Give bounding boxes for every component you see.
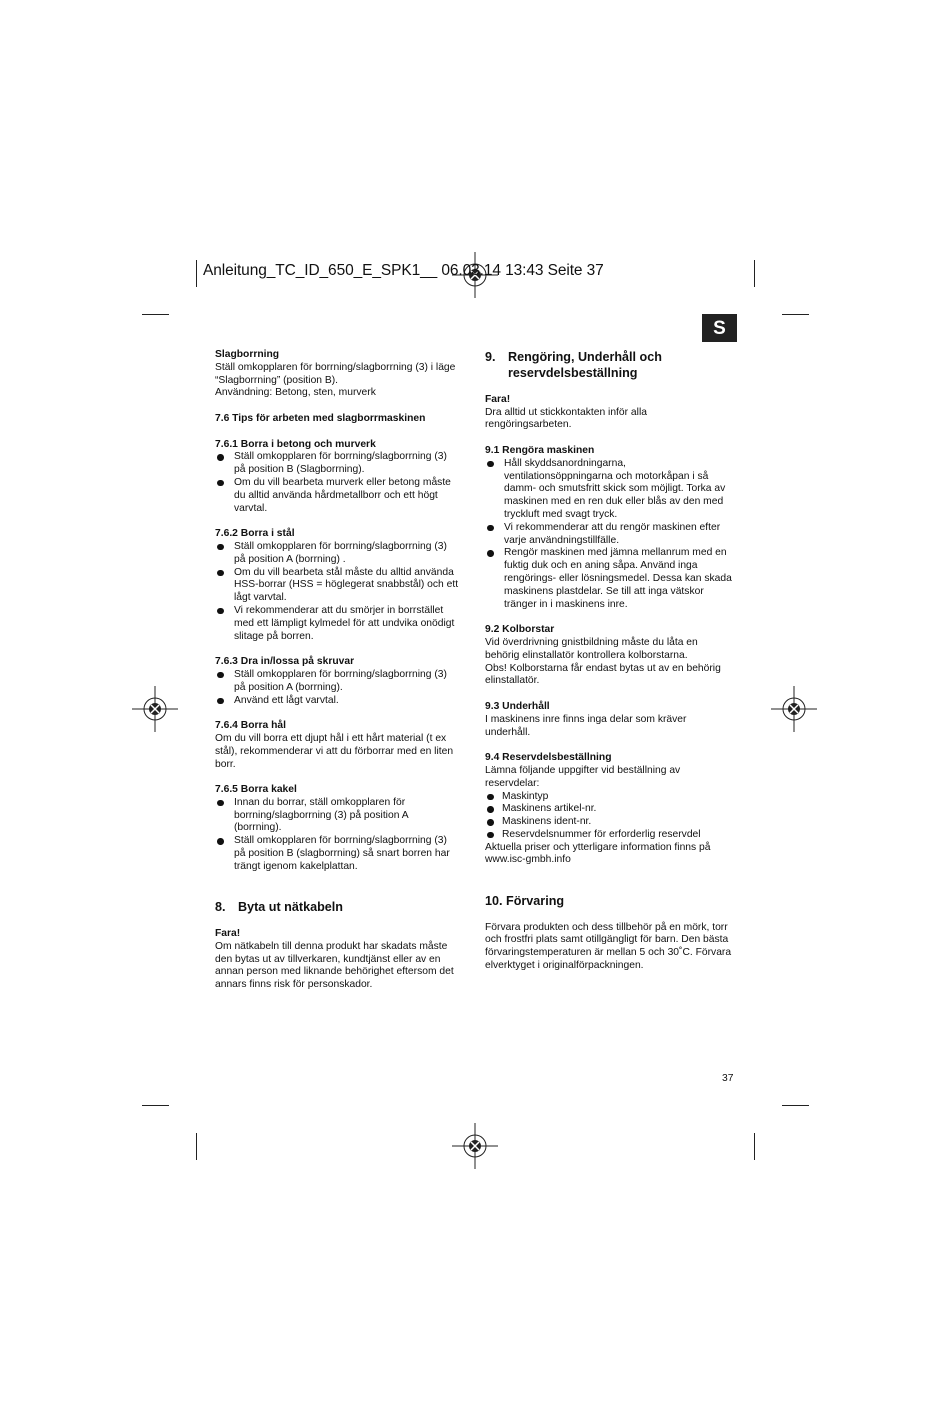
left-column [215,349,470,992]
bullet-item: Om du vill bearbeta stål måste du alltid använda HSS-borrar (HSS = höglegerat snabbstål) och ett lågt varvtal. [215,567,470,605]
body-line: förvaringstemperaturen är mellan 5 och 30˚C. Förvara [485,947,732,959]
body-line: Om nätkabeln till denna produkt har skadats måste [215,940,448,952]
bullet-item: Ställ omkopplaren för borrning/slagborrning (3) på position A (borrning) . [215,541,470,567]
body-line: Dra alltid ut stickkontakten inför alla [485,406,647,418]
section-title: Slagborrning [215,349,280,360]
bullet-item: Vi rekommenderar att du rengör maskinen efter varje användningstillfälle. [485,522,740,548]
body-line: annars finns risk för personskador. [215,979,373,991]
body-line: elverktyget i originalförpackningen. [485,960,644,972]
body-line: I maskinens inre finns inga delar som kräver [485,713,687,725]
crop-mark [196,1133,197,1160]
body-line: elinstallatör. [485,675,540,687]
registration-mark-icon [771,686,817,732]
warning-title: Fara! [215,928,241,940]
chapter-heading: 9. Rengöring, Underhåll och [485,350,662,364]
section-title: 7.6.5 Borra kakel [215,784,297,796]
bullet-item: Använd ett lågt varvtal. [215,695,470,708]
body-line: rengöringsarbeten. [485,419,572,431]
bullet-item: Vi rekommenderar att du smörjer in borrstället med ett lämpligt kylmedel för att undvika onödigt slitage på borren. [215,605,470,643]
chapter-heading-continued: reservdelsbeställning [508,366,638,380]
body-line: Användning: Betong, sten, murverk [215,387,376,399]
section-title: 7.6.2 Borra i stål [215,528,295,540]
body-line: den bytas ut av tillverkaren, kundtjänst eller av en [215,953,441,965]
body-line: Lämna följande uppgifter vid beställning av [485,764,681,776]
registration-mark-icon [452,1123,498,1169]
body-line: och frostfri plats samt otillgängligt för barn. Den bästa [485,934,729,946]
body-line: behörig elinstallatör kontrollera kolborstarna. [485,649,688,661]
crop-mark [196,260,197,287]
body-line: Förvara produkten och dess tillbehör på en mörk, torr [485,921,728,933]
body-line: underhåll. [485,726,531,738]
section-title: 9.4 Reservdelsbeställning [485,752,612,764]
crop-mark [782,1105,809,1106]
chapter-heading: 10. Förvaring [485,893,565,908]
bullet-item: Ställ omkopplaren för borrning/slagborrning (3) på position B (slagborrning) så snart borren har trängt igenom kakelplattan. [215,835,470,873]
body-line: “Slagborrning” (position B). [215,374,339,386]
section-title: 9.1 Rengöra maskinen [485,444,595,456]
crop-mark [782,314,809,315]
crop-mark [142,1105,169,1106]
registration-mark-icon [132,686,178,732]
print-slug: Anleitung_TC_ID_650_E_SPK1__ 06.03.14 13:43 Seite 37 [203,262,604,279]
bullet-item: Ställ omkopplaren för borrning/slagborrning (3) på position A (borrning). [215,669,470,695]
bullet-item: Maskinens artikel-nr. [485,803,740,816]
body-line: borr. [215,758,236,770]
crop-mark [142,314,169,315]
bullet-item: Reservdelsnummer för erforderlig reservdel [485,829,740,842]
section-title: 7.6.1 Borra i betong och murverk [215,438,376,450]
body-line: Vid överdrivning gnistbildning måste du låta en [485,636,698,648]
language-tab: S [702,314,737,342]
body-line: Om du vill borra ett djupt hål i ett hårt material (t ex [215,732,447,744]
bullet-item: Rengör maskinen med jämna mellanrum med en fuktig duk och en aning såpa. Använd inga rengörings- eller lösningsmedel. Dessa kan skada maskinens plastdelar. Se till att inga vätskor tränger in i maskinens inre. [485,547,740,611]
right-column [485,349,740,973]
crop-mark [754,260,755,287]
chapter-heading: 8. Byta ut nätkabeln [215,900,343,915]
crop-mark [754,1133,755,1160]
body-line: reservdelar: [485,777,540,789]
section-title: 7.6.3 Dra in/lossa på skruvar [215,656,355,668]
section-title: 9.2 Kolborstar [485,624,555,636]
bullet-item: Om du vill bearbeta murverk eller betong måste du alltid använda hårdmetallborr och ett högt varvtal. [215,477,470,515]
section-title: 9.3 Underhåll [485,700,550,712]
bullet-item: Maskinens ident-nr. [485,816,740,829]
bullet-item: Innan du borrar, ställ omkopplaren för borrning/slagborrning (3) på position A (borrning). [215,797,470,835]
body-line: Obs! Kolborstarna får endast bytas ut av en behörig [485,662,721,674]
body-line: Aktuella priser och ytterligare information finns på [485,841,711,853]
body-line: annan person med liknande behörighet eftersom det [215,966,454,978]
warning-title: Fara! [485,393,511,405]
page-number: 37 [722,1073,734,1084]
body-line: Ställ omkopplaren för borrning/slagborrning (3) i läge [215,361,456,373]
section-title: 7.6 Tips för arbeten med slagborrmaskinen [215,412,426,424]
website-link: www.isc-gmbh.info [485,854,571,866]
bullet-item: Ställ omkopplaren för borrning/slagborrning (3) på position B (Slagborrning). [215,451,470,477]
bullet-item: Maskintyp [485,791,740,804]
section-title: 7.6.4 Borra hål [215,720,286,732]
bullet-item: Håll skyddsanordningarna, ventilationsöppningarna och motorkåpan i så damm- och smutsfritt skick som möjligt. Torka av maskinen med en ren duk eller blås av den med tryckluft med svagt tryck. [485,458,740,522]
body-line: stål), rekommenderar vi att du förborrar med en liten [215,745,454,757]
